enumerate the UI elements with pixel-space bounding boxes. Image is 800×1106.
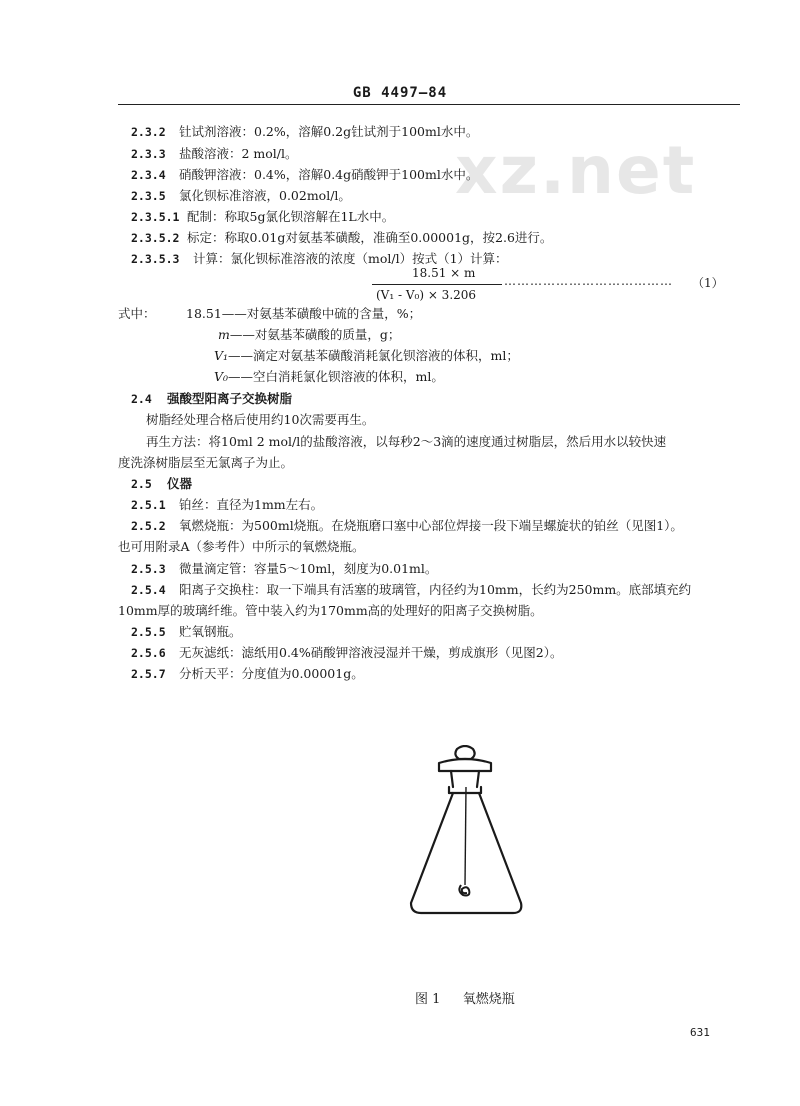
def-v1: [214, 348, 519, 364]
def-18-51: [186, 306, 421, 322]
item-text: 无灰滤纸：滤纸用0.4%硝酸钾溶液浸湿并干燥，剪成旗形（见图2）。: [179, 645, 563, 660]
item-number: 2.5.3: [131, 562, 166, 576]
item-number: 2.3.5.2: [131, 231, 180, 245]
item-2-5-4-cont: 10mm厚的玻璃纤维。管中装入约为170mm高的处理好的阳离子交换树脂。: [118, 603, 543, 618]
leader-dots: …………………………………: [504, 274, 673, 288]
fraction-bar: [372, 284, 502, 285]
item-text: 氯化钡标准溶液，0.02mol/l。: [179, 188, 351, 203]
item-2-5-4: [131, 582, 691, 598]
def-symbol: m: [218, 327, 230, 342]
item-text: 铂丝：直径为1mm左右。: [179, 497, 324, 512]
def-text: ——对氨基苯磺酸的质量，g；: [229, 327, 401, 342]
figure-caption: [415, 988, 515, 1007]
section-2-4-p2-line1: 再生方法：将10ml 2 mol/l的盐酸溶液，以每秒2～3滴的速度通过树脂层，然后用水以较快速: [146, 434, 667, 449]
item-text: 分析天平：分度值为0.00001g。: [179, 666, 364, 681]
wire-spiral: [459, 885, 469, 895]
item-2-5-6: [131, 645, 562, 661]
item-number: 2.5.2: [131, 519, 166, 533]
item-text: 氧燃烧瓶：为500ml烧瓶。在烧瓶磨口塞中心部位焊接一段下端呈螺旋状的铂丝（见图1）。: [179, 518, 683, 533]
item-number: 2.3.3: [131, 147, 166, 161]
item-text: 硝酸钾溶液：0.4%，溶解0.4g硝酸钾于100ml水中。: [179, 167, 479, 182]
def-symbol: V₁: [214, 348, 229, 363]
stopper-neck-left: [451, 771, 453, 787]
section-title: 强酸型阳离子交换树脂: [167, 391, 293, 406]
stopper-cap: [439, 759, 491, 771]
def-symbol: 18.51: [186, 306, 222, 321]
item-2-3-3: [131, 146, 298, 162]
item-text: 微量滴定管：容量5～10ml，刻度为0.01ml。: [179, 561, 438, 576]
stopper-knob: [455, 746, 474, 759]
item-2-5-1: [131, 497, 323, 513]
platinum-wire: [465, 787, 466, 885]
item-number: 2.5.5: [131, 625, 166, 639]
item-number: 2.5.6: [131, 646, 166, 660]
item-text: 阳离子交换柱：取一下端具有活塞的玻璃管，内径约为10mm，长约为250mm。底部填充约: [179, 582, 692, 597]
oxygen-flask-figure: [405, 745, 535, 925]
def-text: ——滴定对氨基苯磺酸消耗氯化钡溶液的体积，ml；: [228, 348, 519, 363]
item-number: 2.3.4: [131, 168, 166, 182]
item-text: 贮氧钢瓶。: [179, 624, 242, 639]
where-label: 式中：: [118, 306, 156, 321]
item-2-3-5-1: [131, 209, 394, 225]
def-m: [218, 327, 400, 343]
item-2-3-5-2: [131, 230, 552, 246]
item-text: 钍试剂溶液：0.2%，溶解0.2g钍试剂于100ml水中。: [179, 124, 479, 139]
item-2-3-5: [131, 188, 351, 204]
item-2-3-5-3: [131, 251, 508, 267]
item-number: 2.5.4: [131, 583, 166, 597]
item-number: 2.3.5: [131, 189, 166, 203]
section-number: 2.4: [131, 392, 152, 406]
item-2-5-3: [131, 561, 437, 577]
item-number: 2.3.5.1: [131, 210, 180, 224]
item-2-5-5: [131, 624, 242, 640]
item-2-5-2-cont: 也可用附录A（参考件）中所示的氧燃烧瓶。: [118, 539, 365, 554]
section-2-4-heading: [131, 391, 292, 407]
item-text: 盐酸溶液：2 mol/l。: [179, 146, 298, 161]
item-2-3-4: [131, 167, 478, 183]
equation-number: （1）: [692, 276, 724, 290]
item-text: 标定：称取0.01g对氨基苯磺酸，准确至0.00001g，按2.6进行。: [187, 230, 553, 245]
section-2-4-p2-line2: 度洗涤树脂层至无氯离子为止。: [118, 455, 294, 470]
figure-title: 氧燃烧瓶: [462, 992, 515, 1007]
def-symbol: V₀: [214, 369, 229, 384]
figure-number: 图 1: [415, 992, 441, 1007]
formula-denominator: (V₁ - V₀) × 3.206: [376, 288, 477, 302]
section-number: 2.5: [131, 477, 152, 491]
formula-numerator: 18.51 × m: [412, 266, 476, 280]
item-text: 计算：氯化钡标准溶液的浓度（mol/l）按式（1）计算：: [193, 251, 508, 266]
section-title: 仪器: [167, 476, 193, 491]
item-number: 2.5.7: [131, 667, 166, 681]
item-number: 2.3.2: [131, 125, 166, 139]
page-header: GB 4497—84: [352, 85, 448, 101]
def-text: ——空白消耗氯化钡溶液的体积，ml。: [228, 369, 444, 384]
header-rule: [118, 104, 740, 105]
page-number: 631: [690, 1026, 710, 1039]
item-number: 2.5.1: [131, 498, 166, 512]
stopper-neck-right: [477, 771, 479, 787]
item-text: 配制：称取5g氯化钡溶解在1L水中。: [187, 209, 395, 224]
section-2-4-p1: 树脂经处理合格后使用约10次需要再生。: [146, 412, 375, 427]
item-number: 2.3.5.3: [131, 252, 180, 266]
section-2-5-heading: [131, 476, 192, 492]
item-2-3-2: [131, 124, 478, 140]
item-2-5-2: [131, 518, 683, 534]
item-2-5-7: [131, 666, 364, 682]
watermark: xz.net: [455, 132, 697, 209]
def-v0: [214, 369, 444, 385]
def-text: ——对氨基苯磺酸中硫的含量，%；: [221, 306, 422, 321]
